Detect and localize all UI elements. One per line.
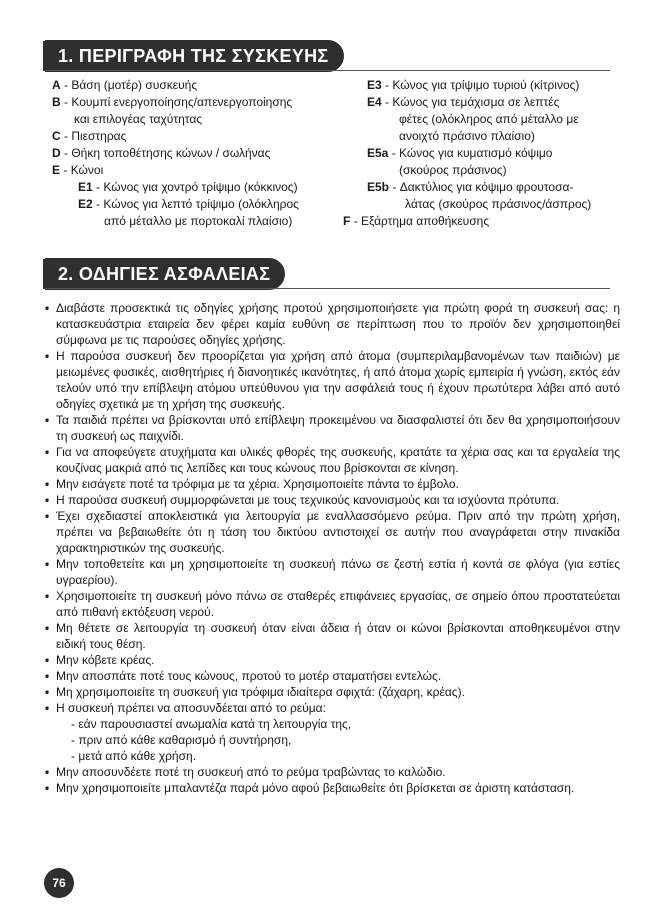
part-code: E: [52, 163, 61, 177]
parts-list-right: [343, 77, 627, 230]
part-item: [52, 77, 352, 94]
part-code: E1: [78, 180, 93, 194]
part-item: [52, 94, 352, 128]
part-item: [367, 145, 627, 179]
section-divider: [45, 70, 610, 71]
safety-bullet: • Μην κόβετε κρέας.: [45, 652, 620, 668]
part-text: - Κώνος για τρίψιμο τυριού (κίτρινος): [385, 78, 580, 92]
part-text: - Κώνος για κυματισμό κόψιμο: [391, 146, 553, 160]
part-text: - Πιεστηρας: [64, 129, 127, 143]
part-code: E5b: [367, 180, 390, 194]
safety-bullet: • Μην αποσυνδέετε ποτέ τη συσκευή από το ρεύμα τραβώντας το καλώδιο.: [45, 764, 620, 780]
safety-bullet: • Η συσκευή πρέπει να αποσυνδέεται από το ρεύμα:: [45, 700, 620, 716]
part-code: C: [52, 129, 61, 143]
part-text: - Κώνος για χοντρό τρίψιμο (κόκκινος): [96, 180, 298, 194]
part-code: F: [343, 214, 351, 228]
part-text: - Κώνοι: [63, 163, 104, 177]
safety-bullet: • Μην αποσπάτε ποτέ τους κώνους, προτού το μοτέρ σταματήσει εντελώς.: [45, 668, 620, 684]
safety-bullet: • Μη χρησιμοποιείτε τη συσκευή για τρόφιμα ιδιαίτερα σφιχτά: (ζάχαρη, κρέας).: [45, 684, 620, 700]
part-item: [52, 128, 352, 145]
part-item: [52, 145, 352, 162]
part-text: - Θήκη τοποθέτησης κώνων / σωλήνας: [64, 146, 271, 160]
part-code: E5a: [367, 146, 389, 160]
part-text: - Δακτύλιος για κόψιμο φρουτοσα-: [392, 180, 574, 194]
safety-bullet: • Χρησιμοποιείτε τη συσκευή μόνο πάνω σε σταθερές επιφάνειες εργασίας, σε σημείο όπου προστατεύεται από πιθανή εκτόξευση νερού.: [45, 588, 620, 620]
safety-bullet: • Για να αποφεύγετε ατυχήματα και υλικές φθορές της συσκευής, κρατάτε τα χέρια σας και τα εργαλεία της κουζίνας μακριά από τις λεπίδες και τους κώνους που βρίσκονται σε κίνηση.: [45, 444, 620, 476]
safety-bullet: • Τα παιδιά πρέπει να βρίσκονται υπό επίβλεψη προκειμένου να διασφαλιστεί ότι δεν θα χρησιμοποιήσουν τη συσκευή ως παιχνίδι.: [45, 412, 620, 444]
section-title-safety-instructions: 2. ΟΔΗΓΙΕΣ ΑΣΦΑΛΕΙΑΣ: [45, 258, 285, 290]
part-text-cont: λάτας (σκούρος πράσινος/άσπρος): [405, 197, 592, 211]
part-text: - Κώνος για τεμάχισμα σε λεπτές: [385, 95, 560, 109]
safety-sub-bullet: - εάν παρουσιαστεί ανωμαλία κατά τη λειτουργία της,: [71, 717, 352, 731]
part-code: B: [52, 95, 61, 109]
section-divider: [45, 288, 610, 289]
safety-bullet: • Μην εισάγετε ποτέ τα τρόφιμα με τα χέρια. Χρησιμοποιείτε πάντα το έμβολο.: [45, 476, 620, 492]
parts-list-left: [52, 77, 352, 230]
safety-bullet: • Η παρούσα συσκευή δεν προορίζεται για χρήση από άτομα (συμπεριλαμβανομένων των παιδιών) με μειωμένες φυσικές, αισθητήριες ή διανοητικές ικανότητες, ή από άτομα χωρίς εμπειρία ή γνώση, εκτός εάν τελούν υπό την επίβλεψη ατόμου υπεύθυνου για την ασφάλειά τους ή έχουν πρωτύτερα λάβει από αυτό οδηγίες σχετικά με τη χρήση της συσκευής.: [45, 348, 620, 412]
part-text-cont: (σκούρος πράσινος): [399, 163, 507, 177]
safety-bullet: • Μην τοποθετείτε και μη χρησιμοποιείτε τη συσκευή πάνω σε ζεστή εστία ή κοντά σε φλόγα (για εστίες υγραερίου).: [45, 556, 620, 588]
safety-bullet: • Μη θέτετε σε λειτουργία τη συσκευή όταν είναι άδεια ή όταν οι κώνοι βρίσκονται αποθηκευμένοι στην ειδική τους θέση.: [45, 620, 620, 652]
page-number: 76: [44, 868, 74, 898]
safety-bullet: • Έχει σχεδιαστεί αποκλειστικά για λειτουργία με εναλλασσόμενο ρεύμα. Πριν από την πρώτη χρήση, πρέπει να βεβαιωθείτε ότι η τάση του δικτύου αντιστοιχεί σε αυτήν που αναγράφεται στην πινακίδα χαρακτηριστικών της συσκευής.: [45, 508, 620, 556]
part-text-cont: ανοιχτό πράσινο πλαίσιο): [399, 129, 535, 143]
part-text: - Κώνος για λεπτό τρίψιμο (ολόκληρος: [96, 197, 299, 211]
part-text-cont: φέτες (ολόκληρος από μέταλλο με: [399, 112, 579, 126]
part-item: [367, 94, 627, 145]
part-text-cont: και επιλογέας ταχύτητας: [74, 112, 203, 126]
safety-bullet: • Η παρούσα συσκευή συμμορφώνεται με τους τεχνικούς κανονισμούς και τα ισχύοντα πρότυπα.: [45, 492, 620, 508]
part-code: E3: [367, 78, 382, 92]
part-text-cont: από μέταλλο με πορτοκαλί πλαίσιο): [104, 214, 293, 228]
safety-bullet: • Διαβάστε προσεκτικά τις οδηγίες χρήσης προτού χρησιμοποιήσετε για πρώτη φορά τη συσκευή σας: η κατασκευάστρια εταιρεία δεν φέρει καμία ευθύνη σε περίπτωση που το προϊόν δεν χρησιμοποιηθεί σύμφωνα με τις παρούσες οδηγίες χρήσης.: [45, 300, 620, 348]
part-item: [367, 179, 627, 213]
part-text: - Εξάρτημα αποθήκευσης: [353, 214, 490, 228]
section-title-device-description: 1. ΠΕΡΙΓΡΑΦΗ ΤΗΣ ΣΥΣΚΕΥΗΣ: [45, 40, 344, 72]
part-code: D: [52, 146, 61, 160]
safety-sub-bullet: - μετά από κάθε χρήση.: [71, 749, 197, 763]
safety-bullet-list: [45, 300, 620, 796]
part-code: E4: [367, 95, 382, 109]
part-item: [52, 179, 352, 196]
part-item: [52, 162, 352, 179]
part-text: - Βάση (μοτέρ) συσκευής: [64, 78, 198, 92]
part-text: - Κουμπί ενεργοποίησης/απενεργοποίησης: [64, 95, 293, 109]
part-item: [367, 77, 627, 94]
part-code: A: [52, 78, 61, 92]
safety-bullet: • Μην χρησιμοποιείτε μπαλαντέζα παρά μόνο αφού βεβαιωθείτε ότι βρίσκεται σε άριστη κατάσταση.: [45, 780, 620, 796]
part-item: [343, 213, 627, 230]
safety-sub-bullet: - πριν από κάθε καθαρισμό ή συντήρηση,: [71, 733, 292, 747]
part-item: [52, 196, 352, 230]
part-code: E2: [78, 197, 93, 211]
